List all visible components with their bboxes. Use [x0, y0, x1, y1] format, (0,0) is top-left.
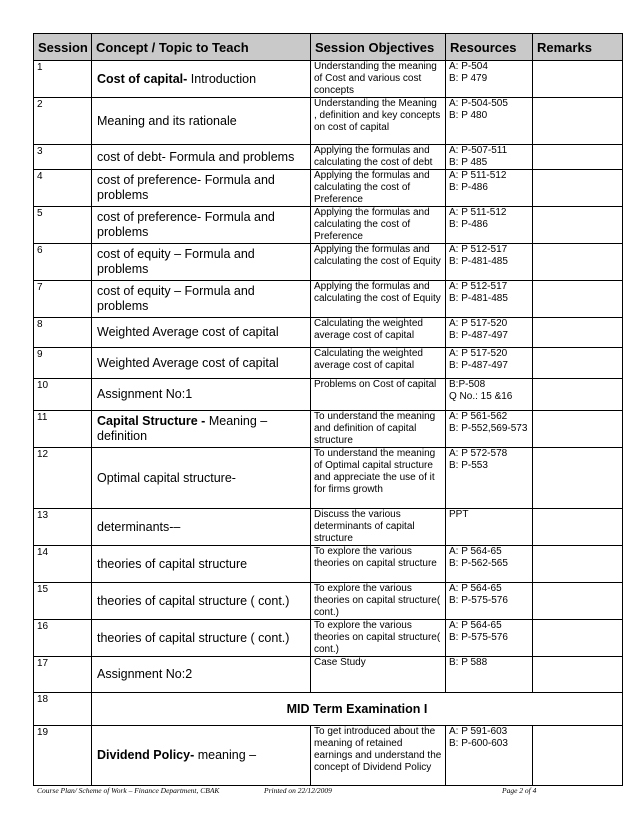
session-number: 4: [34, 170, 92, 207]
table-row: [34, 244, 623, 281]
session-number: 17: [34, 657, 92, 693]
table-row: [34, 448, 623, 509]
topic-cell: [92, 348, 311, 379]
table-row: [34, 546, 623, 583]
remarks-cell: [533, 448, 623, 509]
topic-cell: [92, 509, 311, 546]
table-row: [34, 348, 623, 379]
objective-cell: Applying the formulas and calculating the cost of Preference: [311, 170, 446, 207]
topic-text: theories of capital structure ( cont.): [97, 630, 290, 645]
table-row: [34, 145, 623, 170]
resources-cell: A: P 517-520 B: P-487-497: [446, 348, 533, 379]
session-number: 16: [34, 620, 92, 657]
remarks-cell: [533, 411, 623, 448]
session-number: 15: [34, 583, 92, 620]
session-number: 19: [34, 726, 92, 786]
session-number: 3: [34, 145, 92, 170]
remarks-cell: [533, 348, 623, 379]
topic-cell: [92, 98, 311, 145]
table-row: [34, 61, 623, 98]
table-row: [34, 509, 623, 546]
resources-cell: A: P-507-511 B: P 485: [446, 145, 533, 170]
topic-cell: [92, 281, 311, 318]
objective-cell: Problems on Cost of capital: [311, 379, 446, 411]
table-row: [34, 583, 623, 620]
objective-cell: Calculating the weighted average cost of capital: [311, 318, 446, 348]
objective-cell: Applying the formulas and calculating the cost of Preference: [311, 207, 446, 244]
remarks-cell: [533, 61, 623, 98]
objective-cell: Applying the formulas and calculating the cost of Equity: [311, 244, 446, 281]
resources-cell: A: P 512-517 B: P-481-485: [446, 281, 533, 318]
topic-cell: [92, 318, 311, 348]
remarks-cell: [533, 583, 623, 620]
topic-text: meaning –: [194, 748, 257, 762]
footer-course: Course Plan/ Scheme of Work – Finance Department, CBAK: [37, 786, 220, 795]
remarks-cell: [533, 318, 623, 348]
remarks-cell: [533, 207, 623, 244]
topic-text: theories of capital structure ( cont.): [97, 593, 290, 608]
topic-text: Assignment No:1: [97, 387, 193, 401]
topic-cell: [92, 448, 311, 509]
resources-cell: A: P 511-512 B: P-486: [446, 170, 533, 207]
course-plan-table: [33, 33, 623, 786]
session-number: 7: [34, 281, 92, 318]
resources-cell: A: P 517-520 B: P-487-497: [446, 318, 533, 348]
objective-cell: Case Study: [311, 657, 446, 693]
topic-text: Introduction: [187, 71, 257, 86]
topic-text: Assignment No:2: [97, 667, 193, 681]
objective-cell: Calculating the weighted average cost of capital: [311, 348, 446, 379]
session-number: 2: [34, 98, 92, 145]
session-number: 5: [34, 207, 92, 244]
remarks-cell: [533, 244, 623, 281]
remarks-cell: [533, 509, 623, 546]
topic-cell: [92, 726, 311, 786]
remarks-cell: [533, 98, 623, 145]
topic-text: Weighted Average cost of capital: [97, 325, 279, 339]
table-row: [34, 726, 623, 786]
objective-cell: To explore the various theories on capital structure: [311, 546, 446, 583]
resources-cell: A: P-504-505 B: P 480: [446, 98, 533, 145]
midterm-label: MID Term Examination I: [92, 693, 623, 726]
remarks-cell: [533, 546, 623, 583]
objective-cell: To get introduced about the meaning of retained earnings and understand the concept of Dividend Policy: [311, 726, 446, 786]
topic-bold-text: Dividend Policy-: [97, 748, 195, 762]
topic-text: cost of preference- Formula and problems: [97, 173, 275, 202]
session-number: 13: [34, 509, 92, 546]
session-number: 14: [34, 546, 92, 583]
topic-cell: [92, 207, 311, 244]
table-row: [34, 411, 623, 448]
objective-cell: To explore the various theories on capital structure( cont.): [311, 620, 446, 657]
objective-cell: To explore the various theories on capital structure( cont.): [311, 583, 446, 620]
table-row: [34, 98, 623, 145]
remarks-cell: [533, 145, 623, 170]
col-header-session: Session: [34, 34, 92, 61]
resources-cell: A: P-504 B: P 479: [446, 61, 533, 98]
table-row: [34, 281, 623, 318]
objective-cell: Discuss the various determinants of capital structure: [311, 509, 446, 546]
topic-cell: [92, 244, 311, 281]
topic-text: theories of capital structure: [97, 556, 248, 571]
remarks-cell: [533, 379, 623, 411]
topic-text: cost of debt- Formula and problems: [97, 149, 295, 164]
session-number: 11: [34, 411, 92, 448]
col-header-remarks: Remarks: [533, 34, 623, 61]
remarks-cell: [533, 620, 623, 657]
table-row: [34, 170, 623, 207]
remarks-cell: [533, 657, 623, 693]
topic-bold-text: Cost of capital-: [97, 71, 188, 86]
session-number: 18: [34, 693, 92, 726]
objective-cell: To understand the meaning and definition of capital structure: [311, 411, 446, 448]
resources-cell: A: P 564-65 B: P-575-576: [446, 583, 533, 620]
resources-cell: B: P 588: [446, 657, 533, 693]
topic-cell: [92, 657, 311, 693]
footer-printed-date: Printed on 22/12/2009: [264, 786, 332, 795]
objective-cell: Applying the formulas and calculating the cost of Equity: [311, 281, 446, 318]
resources-cell: PPT: [446, 509, 533, 546]
remarks-cell: [533, 170, 623, 207]
resources-cell: A: P 591-603 B: P-600-603: [446, 726, 533, 786]
resources-cell: A: P 572-578 B: P-553: [446, 448, 533, 509]
topic-text: Weighted Average cost of capital: [97, 355, 279, 370]
session-number: 9: [34, 348, 92, 379]
header-row: [34, 34, 623, 61]
table-row: [34, 379, 623, 411]
table-row: [34, 318, 623, 348]
topic-text: Meaning – definition: [97, 414, 268, 443]
topic-text: Meaning and its rationale: [97, 113, 237, 128]
topic-cell: [92, 411, 311, 448]
topic-text: cost of equity – Formula and problems: [97, 247, 255, 276]
resources-cell: B:P-508 Q No.: 15 &16: [446, 379, 533, 411]
topic-cell: [92, 583, 311, 620]
topic-bold-text: Capital Structure -: [97, 414, 206, 428]
topic-cell: [92, 61, 311, 98]
col-header-topic: Concept / Topic to Teach: [92, 34, 311, 61]
resources-cell: A: P 564-65 B: P-562-565: [446, 546, 533, 583]
topic-text: cost of equity – Formula and problems: [97, 284, 255, 313]
topic-cell: [92, 145, 311, 170]
remarks-cell: [533, 726, 623, 786]
topic-text: Optimal capital structure-: [97, 470, 236, 485]
objective-cell: To understand the meaning of Optimal capital structure and appreciate the use of it for firms growth: [311, 448, 446, 509]
session-number: 1: [34, 61, 92, 98]
session-number: 10: [34, 379, 92, 411]
remarks-cell: [533, 281, 623, 318]
table-row-midterm: [34, 693, 623, 726]
topic-text: cost of preference- Formula and problems: [97, 210, 275, 239]
session-number: 8: [34, 318, 92, 348]
topic-cell: [92, 379, 311, 411]
footer-page-number: Page 2 of 4: [502, 786, 537, 795]
resources-cell: A: P 561-562 B: P-552,569-573: [446, 411, 533, 448]
resources-cell: A: P 564-65 B: P-575-576: [446, 620, 533, 657]
col-header-resources: Resources: [446, 34, 533, 61]
objective-cell: Understanding the Meaning , definition and key concepts on cost of capital: [311, 98, 446, 145]
session-number: 12: [34, 448, 92, 509]
table-row: [34, 207, 623, 244]
topic-text: determinants-–: [97, 519, 181, 534]
table-row: [34, 620, 623, 657]
col-header-objectives: Session Objectives: [311, 34, 446, 61]
objective-cell: Applying the formulas and calculating the cost of debt: [311, 145, 446, 170]
topic-cell: [92, 170, 311, 207]
topic-cell: [92, 620, 311, 657]
resources-cell: A: P 512-517 B: P-481-485: [446, 244, 533, 281]
table-row: [34, 657, 623, 693]
topic-cell: [92, 546, 311, 583]
session-number: 6: [34, 244, 92, 281]
objective-cell: Understanding the meaning of Cost and various cost concepts: [311, 61, 446, 98]
resources-cell: A: P 511-512 B: P-486: [446, 207, 533, 244]
